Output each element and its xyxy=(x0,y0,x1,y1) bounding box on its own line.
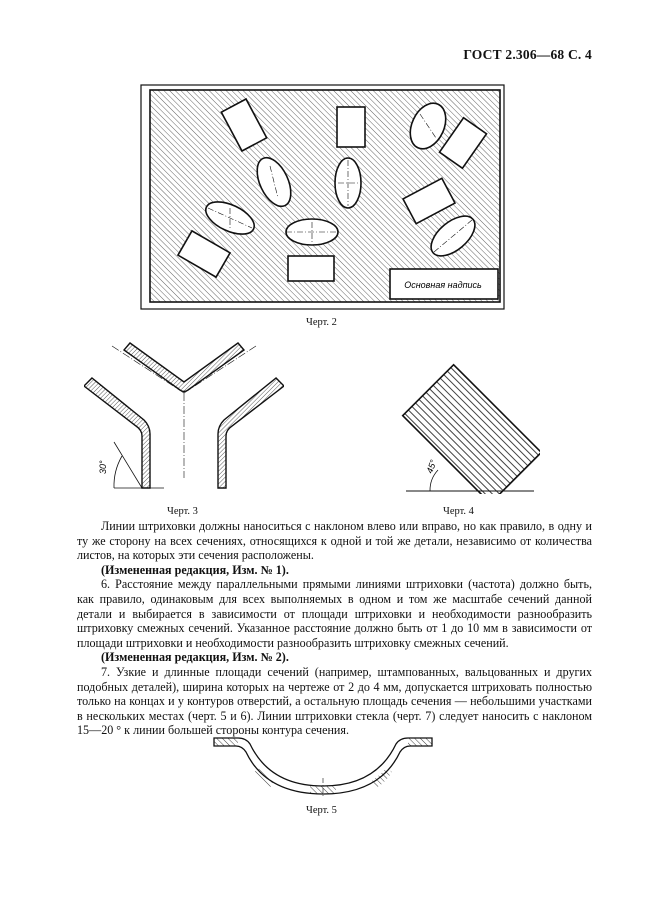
figure-3-caption: Черт. 3 xyxy=(167,506,198,517)
figure-2-drawing xyxy=(140,84,505,310)
paragraph-7: 7. Узкие и длинные площади сечений (например, штампованных, вальцованных и других подобных деталей), ширина которых на чертеже от 2 до 4 мм, допускается штриховать полностью только на концах и у контуров отверстий, а остальную площадь сечения — небольшими участками в нескольких местах (черт. 5 и 6). Линии штриховки стекла (черт. 7) следует наносить с наклоном 15—20 ° к линии большей стороны контура сечения. xyxy=(77,664,592,738)
fig4-angle-label: 45° xyxy=(424,458,439,475)
figure-4-caption: Черт. 4 xyxy=(443,506,474,517)
body-text xyxy=(77,519,592,738)
figure-5-caption: Черт. 5 xyxy=(306,805,337,816)
figure-3-drawing xyxy=(84,338,284,498)
paragraph-6: 6. Расстояние между параллельными прямыми линиями штриховки (частота) должно быть, как правило, одинаковым для всех выполняемых в одном и том же масштабе сечений данной детали и выбирается в зависимости от площади штриховки и необходимости разнообразить штриховку смежных сечений. Указанное расстояние должно быть от 1 до 10 мм в зависимости от площади штриховки и необходимости разнообразить штриховку смежных сечений. xyxy=(77,577,592,650)
revision-note-2: (Измененная редакция, Изм. № 2). xyxy=(101,650,289,665)
paragraph-hatch-direction: Линии штриховки должны наноситься с наклоном влево или вправо, но как правило, в одну и ту же сторону на всех сечениях, относящихся к одной и той же детали, независимо от количества листов, на которых эти сечения расположены. xyxy=(77,519,592,563)
page-header: ГОСТ 2.306—68 С. 4 xyxy=(463,47,592,62)
figure-4-drawing xyxy=(400,362,540,494)
figure-2-caption: Черт. 2 xyxy=(306,317,337,328)
title-block-label: Основная надпись xyxy=(404,280,482,290)
figure-5-drawing xyxy=(210,732,436,796)
fig3-angle-label: 30° xyxy=(98,460,108,474)
revision-note-1: (Измененная редакция, Изм. № 1). xyxy=(101,562,289,577)
